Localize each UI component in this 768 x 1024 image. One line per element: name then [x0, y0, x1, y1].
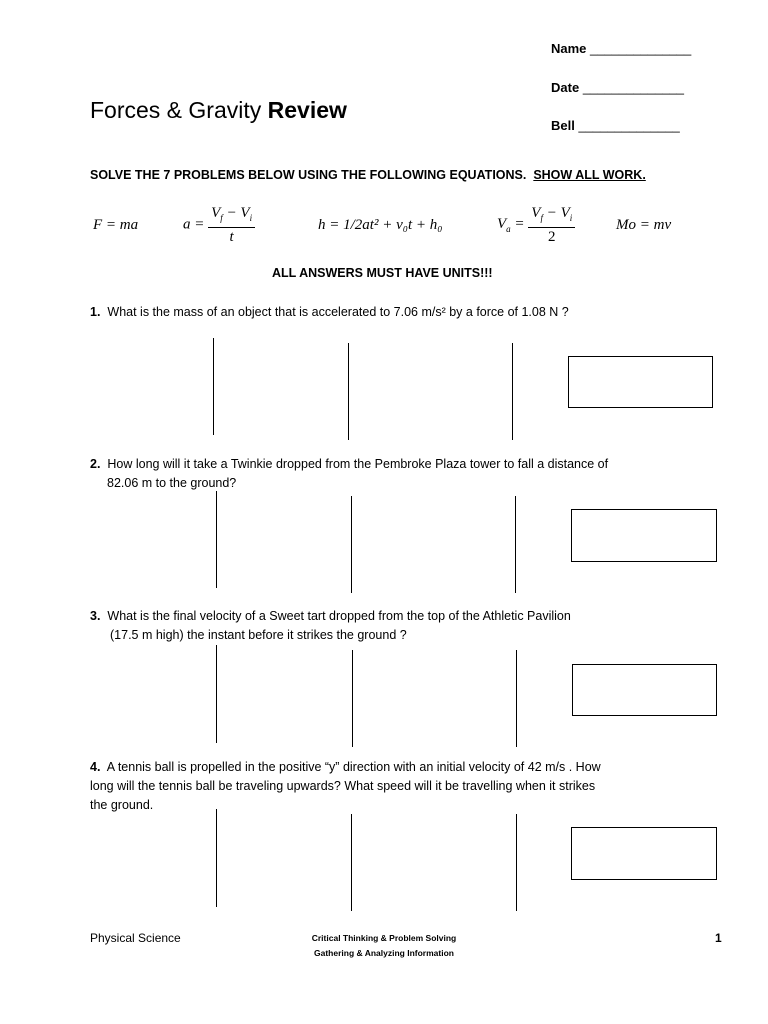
answer-box-q3[interactable] [572, 664, 717, 716]
date-field[interactable] [551, 80, 684, 95]
question-text: What is the final velocity of a Sweet tart dropped from the top of the Athletic Pavilion [107, 609, 571, 623]
question-number: 4. [90, 760, 101, 774]
equation-momentum-text: Mo = mv [616, 217, 672, 233]
eq4-equals: = [510, 216, 525, 232]
question-text-line2: long will the tennis ball be traveling upwards? What speed will it be travelling when it strikes [90, 779, 596, 793]
eq4-num-v: V [531, 205, 541, 221]
question-4 [90, 758, 710, 815]
work-divider-q2-c [515, 496, 516, 593]
eq4-lhs-v: V [497, 216, 507, 232]
eq4-num-sub-i: i [569, 213, 573, 223]
eq2-num-v: V [211, 205, 221, 221]
work-divider-q4-c [516, 814, 517, 911]
eq4-num-sub-f: f [540, 213, 543, 223]
title-main: Forces & Gravity [90, 97, 268, 123]
name-line[interactable]: ______________ [590, 41, 692, 56]
work-divider-q4-a [216, 809, 217, 907]
eq4-lhs-sub: a [506, 224, 511, 234]
eq2-num-sub-f: f [220, 213, 223, 223]
question-3 [90, 607, 710, 645]
eq2-num-mid: − V [222, 205, 250, 221]
equation-acceleration-lhs: a = [183, 216, 205, 233]
work-divider-q1-c [512, 343, 513, 440]
eq4-den: 2 [548, 229, 556, 245]
show-work-text: SHOW ALL WORK. [533, 168, 646, 182]
work-divider-q3-a [216, 645, 217, 743]
answer-box-q1[interactable] [568, 356, 713, 408]
instructions [90, 168, 646, 182]
page-number: 1 [715, 931, 722, 945]
answer-box-q4[interactable] [571, 827, 717, 880]
question-text-line2: (17.5 m high) the instant before it strikes the ground ? [110, 628, 407, 642]
question-number: 3. [90, 609, 101, 623]
work-divider-q3-c [516, 650, 517, 747]
equation-average-velocity-fraction [528, 204, 575, 246]
eq2-num-sub-i: i [249, 213, 253, 223]
answer-box-q2[interactable] [571, 509, 717, 562]
bell-label: Bell [551, 118, 575, 133]
eq4-num-mid: − V [542, 205, 570, 221]
question-text: What is the mass of an object that is accelerated to 7.06 m/s² by a force of 1.08 N ? [107, 305, 569, 319]
footer-course: Physical Science [90, 931, 181, 945]
question-text: A tennis ball is propelled in the positive “y” direction with an initial velocity of 42 m/s . How [106, 760, 601, 774]
question-text-line3: the ground. [90, 798, 154, 812]
work-divider-q2-b [351, 496, 352, 593]
date-line[interactable]: ______________ [582, 80, 685, 95]
question-number: 1. [90, 305, 101, 319]
question-1 [90, 303, 710, 322]
question-text-line2: 82.06 m to the ground? [107, 476, 237, 490]
work-divider-q1-b [348, 343, 349, 440]
equation-acceleration-fraction [208, 204, 255, 246]
equation-height [318, 217, 442, 234]
equation-height-text: h = 1/2at² + v₀t + h₀ [318, 217, 443, 233]
bell-field[interactable] [551, 118, 680, 133]
work-divider-q4-b [351, 814, 352, 911]
question-number: 2. [90, 457, 101, 471]
name-label: Name [551, 41, 587, 56]
question-2 [90, 455, 710, 493]
equation-force [93, 217, 138, 234]
equation-momentum [616, 217, 671, 234]
bell-line[interactable]: ______________ [578, 118, 680, 133]
date-label: Date [551, 80, 580, 95]
footer-skill-2: Gathering & Analyzing Information [314, 948, 454, 958]
title-bold: Review [267, 97, 347, 123]
work-divider-q1-a [213, 338, 214, 435]
work-divider-q3-b [352, 650, 353, 747]
page-title [90, 97, 347, 124]
equation-force-text: F = ma [93, 217, 139, 233]
name-field[interactable] [551, 41, 691, 56]
equation-acceleration [183, 204, 255, 246]
eq2-den: t [229, 229, 234, 245]
question-text: How long will it take a Twinkie dropped from the Pembroke Plaza tower to fall a distance of [107, 457, 609, 471]
instructions-text: SOLVE THE 7 PROBLEMS BELOW USING THE FOLLOWING EQUATIONS. [90, 168, 527, 182]
footer-skill-1: Critical Thinking & Problem Solving [311, 933, 457, 943]
work-divider-q2-a [216, 491, 217, 588]
footer-skills [284, 931, 484, 961]
units-note: ALL ANSWERS MUST HAVE UNITS!!! [272, 266, 493, 280]
equation-average-velocity [497, 204, 575, 246]
